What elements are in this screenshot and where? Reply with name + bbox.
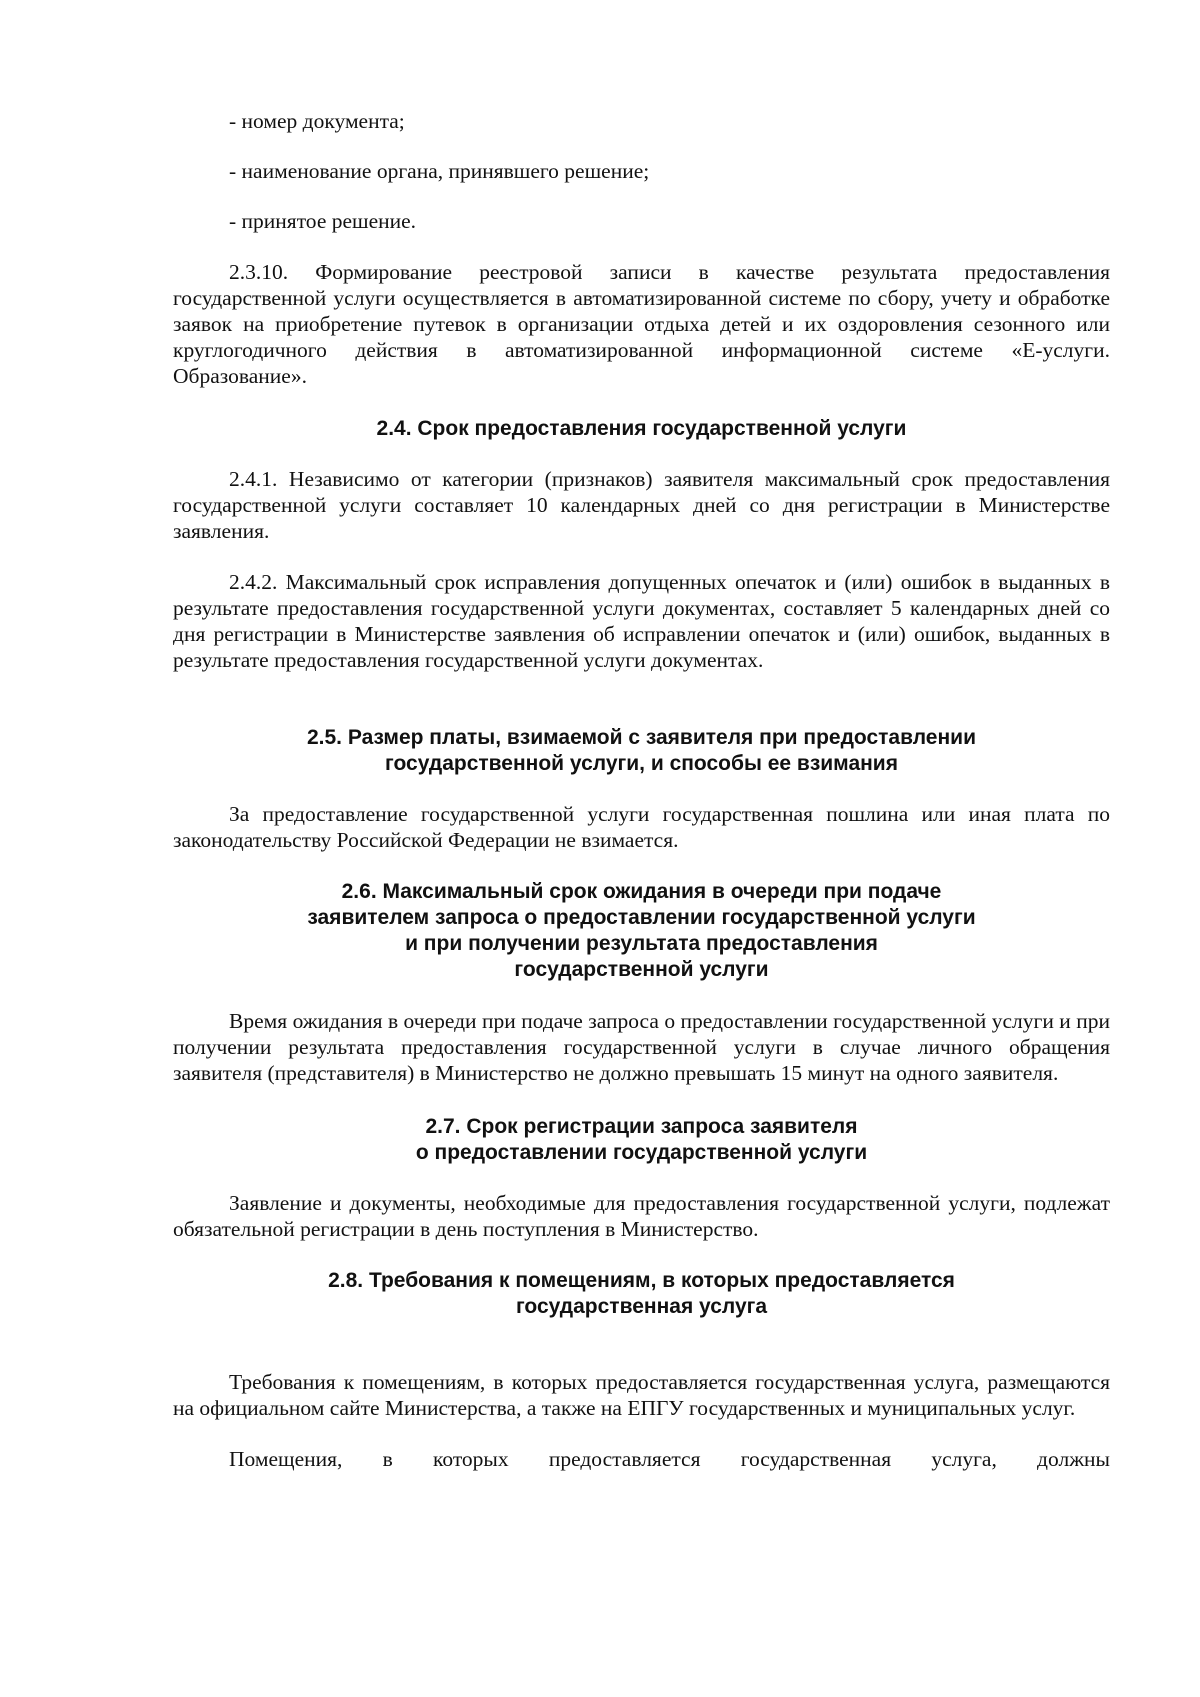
- paragraph-2-4-2: 2.4.2. Максимальный срок исправления допущенных опечаток и (или) ошибок в выданных в результате предоставления государственной услуги документах, составляет 5 календарных дней со дня регистрации в Министерстве заявления об исправлении опечаток и (или) ошибок, выданных в результате предоставления государственной услуги документах.: [173, 570, 1110, 672]
- heading-2-4-line-1: 2.4. Срок предоставления государственной услуги: [376, 417, 907, 440]
- heading-2-6: [173, 879, 1110, 983]
- heading-2-6-line-2: заявителем запроса о предоставлении государственной услуги: [307, 906, 976, 929]
- heading-2-5-line-1: 2.5. Размер платы, взимаемой с заявителя при предоставлении: [306, 726, 976, 749]
- list-item-decision: - принятое решение.: [229, 209, 417, 233]
- heading-2-7: [173, 1114, 1110, 1166]
- paragraph-2-6: Время ожидания в очереди при подаче запроса о предоставлении государственной услуги и при получении результата предоставления государственной услуги в случае личного обращения заявителя (представителя) в Министерство не должно превышать 15 минут на одного заявителя.: [173, 1009, 1110, 1085]
- heading-2-6-line-1: 2.6. Максимальный срок ожидания в очереди при подаче: [341, 880, 942, 903]
- heading-2-7-line-1: 2.7. Срок регистрации запроса заявителя: [425, 1115, 858, 1138]
- heading-2-5-line-2: государственной услуги, и способы ее взимания: [385, 752, 898, 775]
- heading-2-8-line-1: 2.8. Требования к помещениям, в которых предоставляется: [328, 1269, 955, 1292]
- paragraph-2-3-10: 2.3.10. Формирование реестровой записи в качестве результата предоставления государственной услуги осуществляется в автоматизированной системе по сбору, учету и обработке заявок на приобретение путевок в организации отдыха детей и их оздоровления сезонного или круглогодичного действия в автоматизированной информационной системе «Е-услуги. Образование».: [173, 260, 1110, 388]
- heading-2-6-line-3: и при получении результата предоставления: [405, 932, 878, 955]
- heading-2-8: [173, 1268, 1110, 1320]
- paragraph-2-7: Заявление и документы, необходимые для предоставления государственной услуги, подлежат обязательной регистрации в день поступления в Министерство.: [173, 1191, 1110, 1241]
- heading-2-4: [173, 416, 1110, 442]
- paragraph-2-5: За предоставление государственной услуги государственная пошлина или иная плата по законодательству Российской Федерации не взимается.: [173, 802, 1110, 852]
- paragraph-2-8-premises: Помещения, в которых предоставляется государственная услуга, должны: [229, 1447, 1110, 1471]
- heading-2-6-line-4: государственной услуги: [514, 958, 769, 981]
- heading-2-5: [173, 725, 1110, 777]
- paragraph-2-8-premises-requirements: Требования к помещениям, в которых предоставляется государственная услуга, размещаются на официальном сайте Министерства, а также на ЕПГУ государственных и муниципальных услуг.: [173, 1370, 1110, 1420]
- list-item-authority-name: - наименование органа, принявшего решение;: [229, 159, 650, 183]
- heading-2-7-line-2: о предоставлении государственной услуги: [415, 1141, 868, 1164]
- list-item-document-number: - номер документа;: [229, 109, 405, 133]
- paragraph-2-4-1: 2.4.1. Независимо от категории (признаков) заявителя максимальный срок предоставления государственной услуги составляет 10 календарных дней со дня регистрации в Министерстве заявления.: [173, 467, 1110, 543]
- heading-2-8-line-2: государственная услуга: [515, 1295, 768, 1318]
